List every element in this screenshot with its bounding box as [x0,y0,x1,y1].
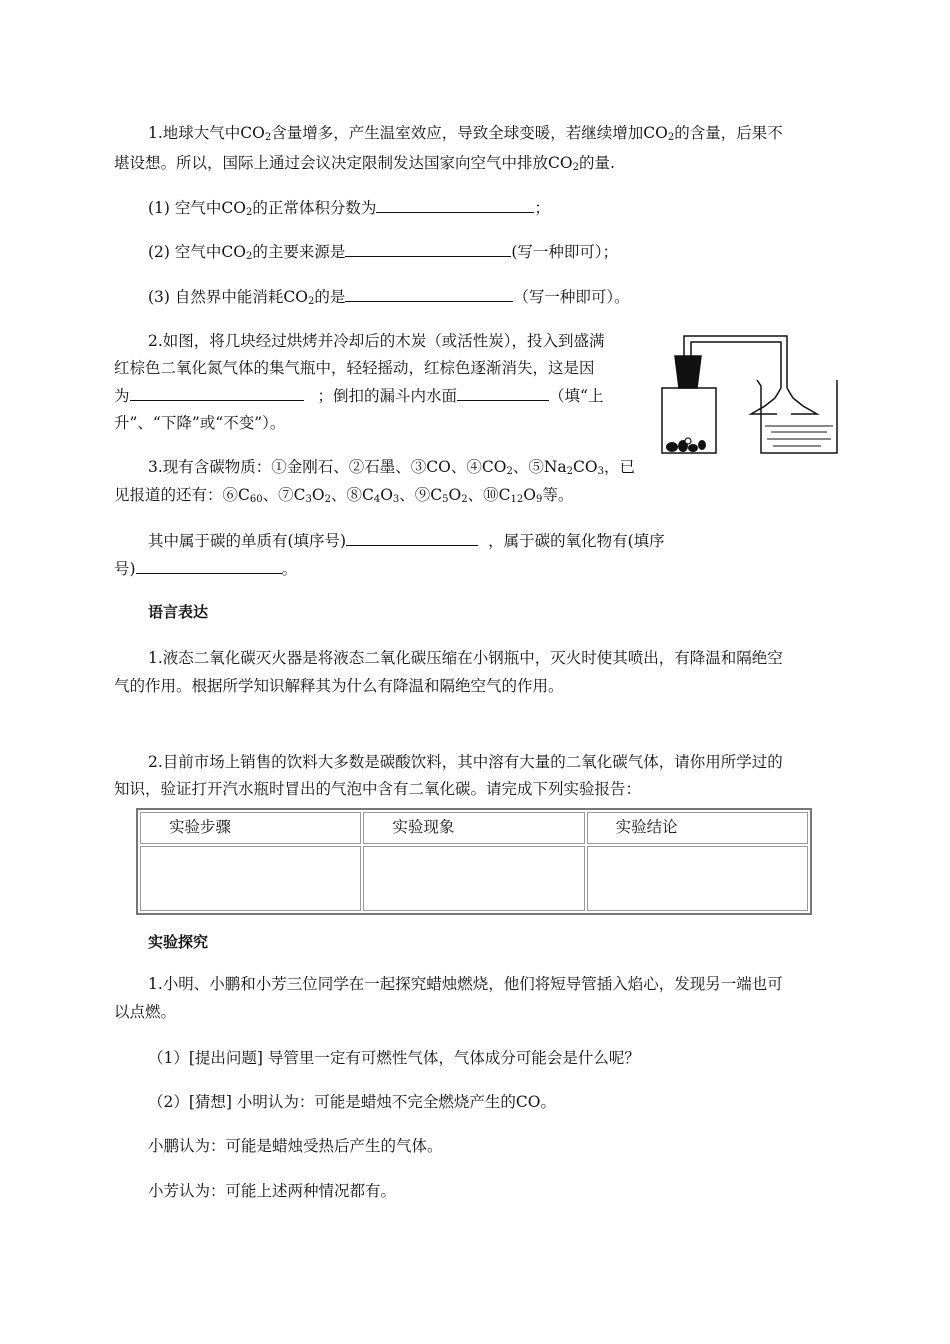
q2-line-1: 2.如图，将几块经过烘烤并冷却后的木炭（或活性炭），投入到盛满 [148,332,605,350]
charcoal [666,438,706,452]
lang-q1-line-1: 1.液态二氧化碳灭火器是将液态二氧化碳压缩在小钢瓶中，灭火时使其喷出，有降温和隔绝空 [148,649,783,667]
stopper [675,356,701,388]
section-heading-language: 语言表达 [148,603,209,621]
answer-blank[interactable] [136,557,282,574]
section-heading-experiment: 实验探究 [148,933,209,951]
table-cell[interactable] [587,846,808,911]
q2-line-4: 升”、“下降”或“不变”）。 [114,414,286,432]
q1-item-1: (1) 空气中$CO_2$的正常体积分数为 ； [148,196,550,219]
table-header: 实验现象 [363,812,584,844]
exp-q1-item-1: （1）[提出问题] 导管里一定有可燃性气体，气体成分可能会是什么呢？ [148,1049,640,1067]
q3-line-4: 号) 。 [114,557,297,580]
exp-q1-item-4: 小芳认为：可能上述两种情况都有。 [148,1182,397,1200]
q1-item-2: (2) 空气中$CO_2$的主要来源是 (写一种即可）； [148,240,618,263]
exp-q1-item-3: 小鹏认为：可能是蜡烛受热后产生的气体。 [148,1137,443,1155]
q1-item-3: (3) 自然界中能消耗$CO_2$的是 （写一种即可）。 [148,285,630,308]
lang-q2-line-1: 2.目前市场上销售的饮料大多数是碳酸饮料，其中溶有大量的二氧化碳气体，请你用所学过的 [148,753,783,771]
exp-q1-line-1: 1.小明、小鹏和小芳三位同学在一起探究蜡烛燃烧，他们将短导管插入焰心，发现另一端也可 [148,975,783,993]
q3-line-3: 其中属于碳的单质有(填序号) ，属于碳的氧化物有(填序 [148,529,665,552]
exp-q1-item-2: （2）[猜想] 小明认为：可能是蜡烛不完全燃烧产生的CO。 [148,1093,556,1111]
table-cell[interactable] [140,846,361,911]
lang-q1-line-2: 气的作用。根据所学知识解释其为什么有降温和隔绝空气的作用。 [114,677,564,695]
intro-line-1: 1.地球大气中$CO_2$含量增多，产生温室效应，导致全球变暖，若继续增加$CO_2$的含量，后果不 [148,124,783,143]
answer-blank[interactable] [345,240,511,257]
answer-blank[interactable] [130,384,304,401]
experiment-report-table [136,808,812,915]
table-cell[interactable] [363,846,584,911]
q3-line-2: 见报道的还有：$⑥C_{60}$、$⑦C_3O_2$、$⑧C_4O_3$、$⑨C_5O_2$、$⑩C_{12}O_9$等。 [114,486,574,505]
q2-line-3: 为 ；倒扣的漏斗内水面 （填“上 [114,384,603,407]
q3-line-1: 3.现有含碳物质：①金刚石、②石墨、③CO、$④CO_2$、$⑤Na_2CO_3$，已 [148,458,635,477]
intro-line-2: 堪设想。所以，国际上通过会议决定限制发达国家向空气中排放$CO_2$的量. [114,154,615,173]
answer-blank[interactable] [457,384,549,401]
answer-blank[interactable] [346,529,478,546]
answer-blank[interactable] [376,196,534,213]
answer-blank[interactable] [345,285,513,302]
exp-q1-line-2: 以点燃。 [114,1003,177,1021]
funnel [751,388,781,414]
q2-line-2: 红棕色二氧化氮气体的集气瓶中，轻轻摇动，红棕色逐渐消失，这是因 [114,359,595,377]
table-header: 实验结论 [587,812,808,844]
lang-q2-line-2: 知识，验证打开汽水瓶时冒出的气泡中含有二氧化碳。请完成下列实验报告： [114,780,642,798]
table-header: 实验步骤 [140,812,361,844]
beaker [757,380,837,453]
apparatus-figure [655,328,840,460]
